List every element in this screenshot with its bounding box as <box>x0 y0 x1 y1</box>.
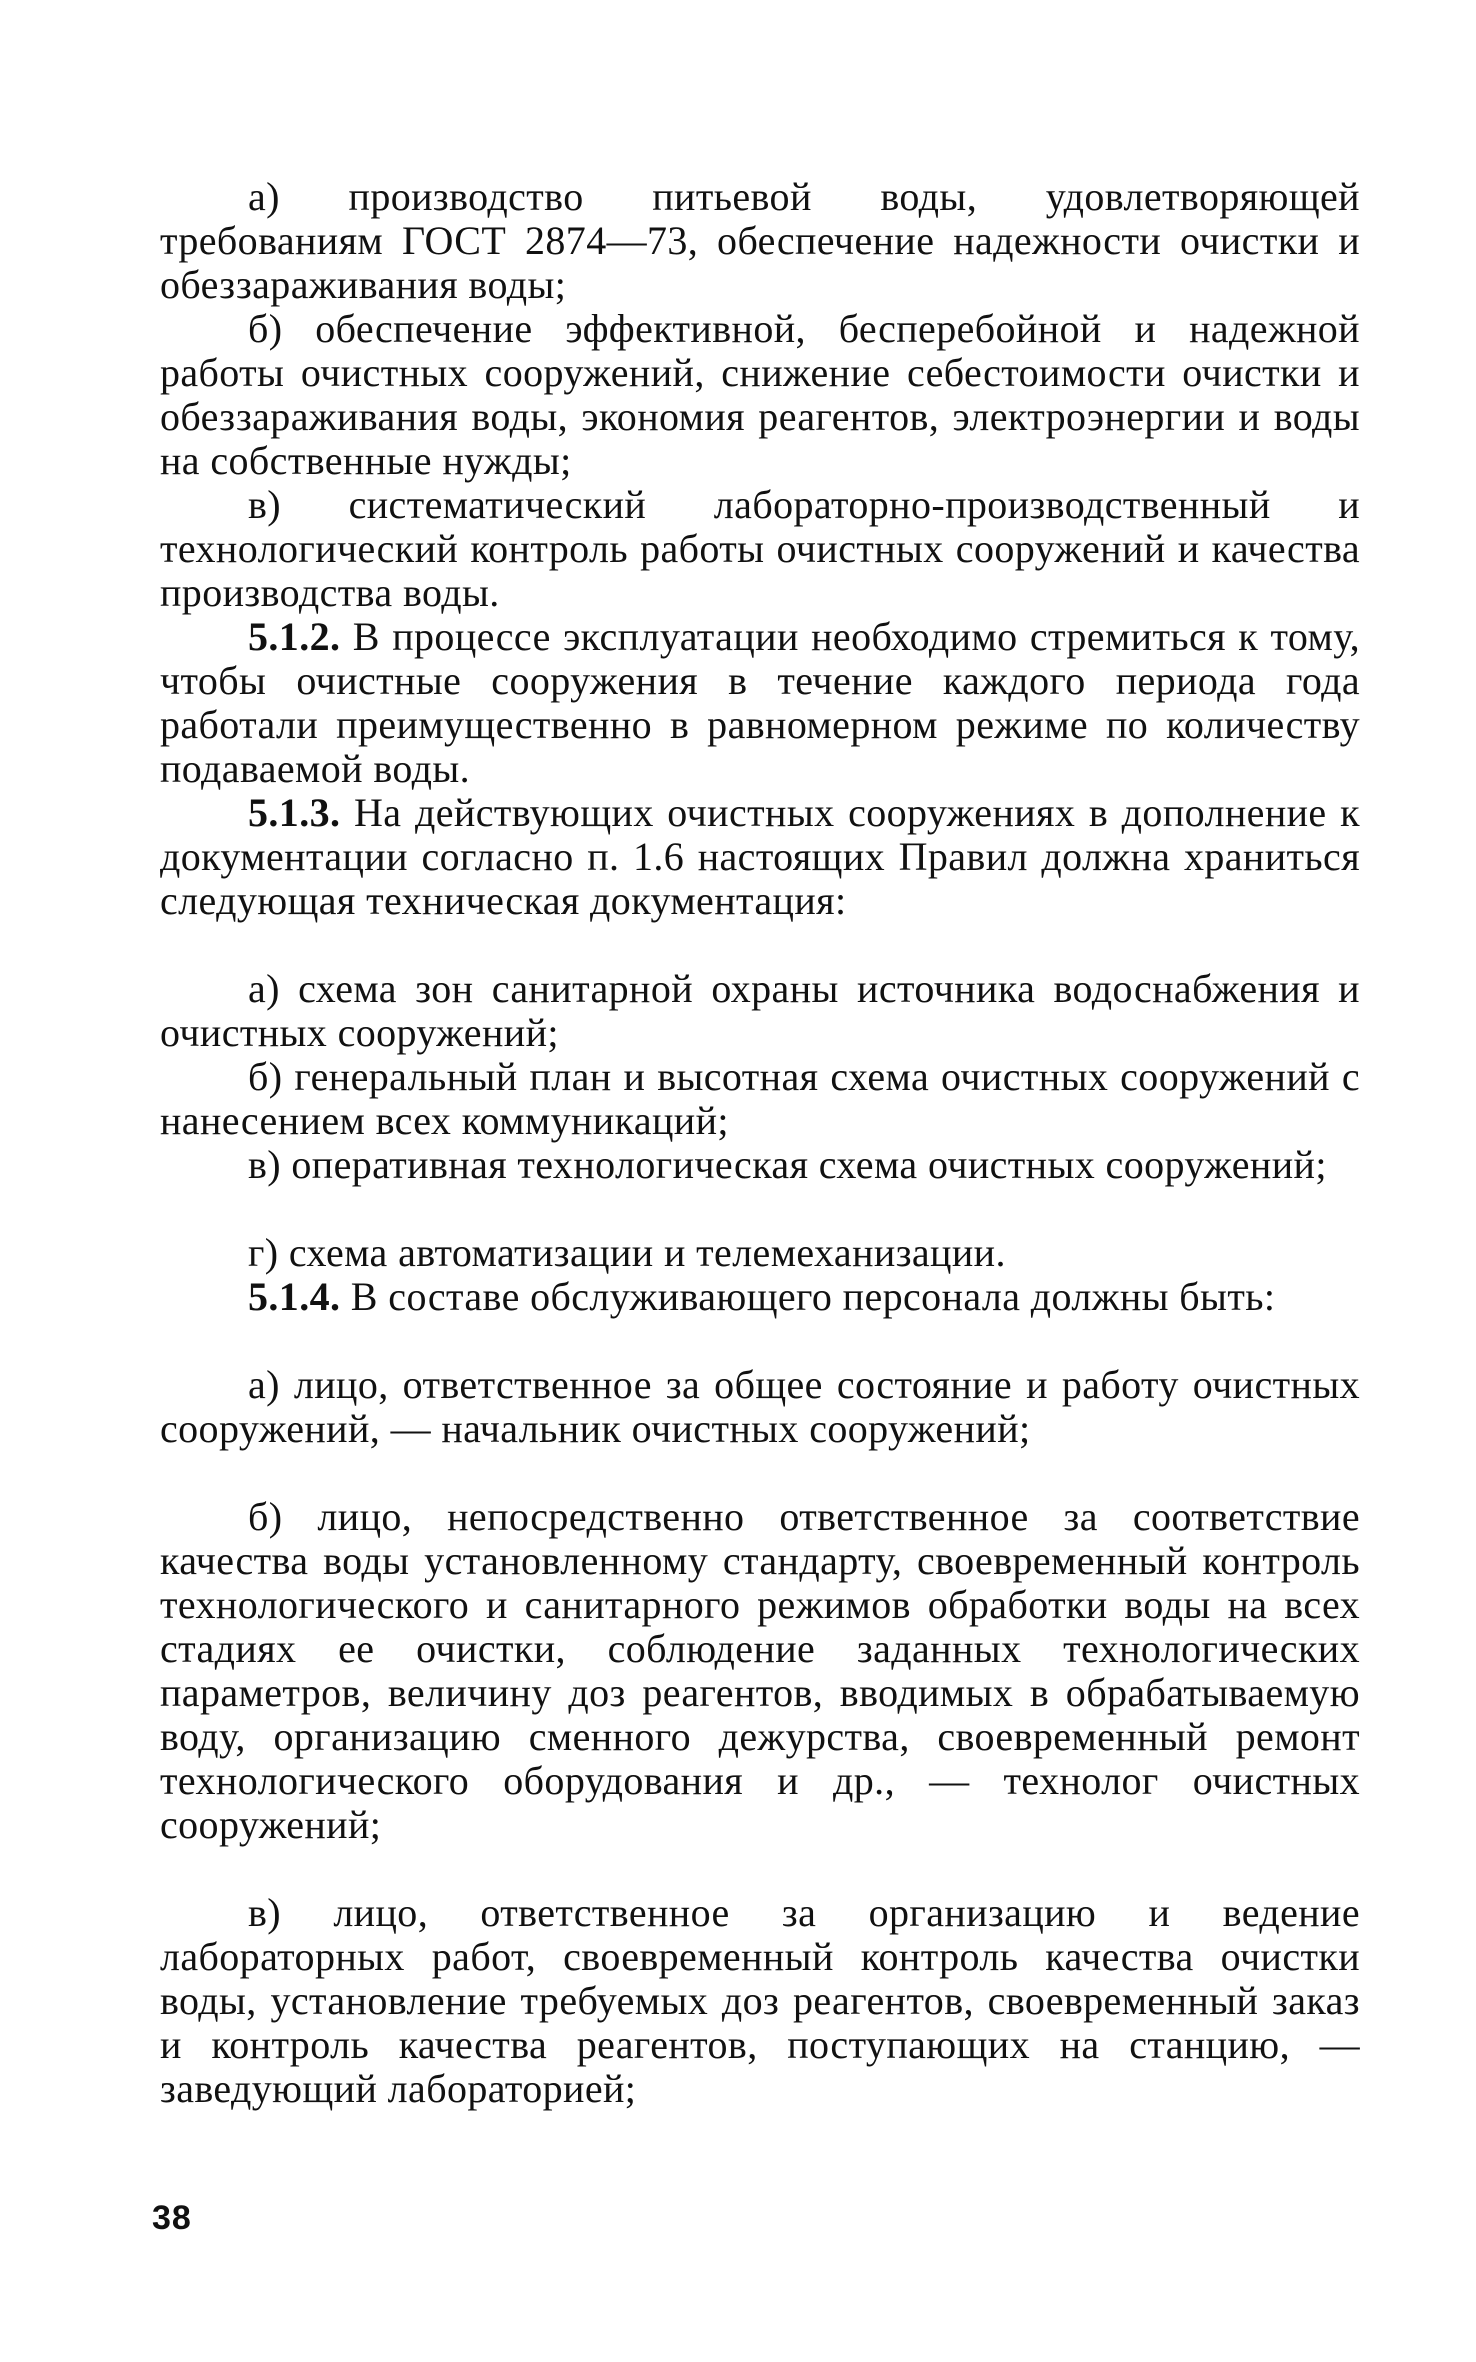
paragraph-5-1-4 <box>160 1275 1360 1319</box>
paragraph-item-c-operational-scheme: в) оперативная технологическая схема очистных сооружений; <box>248 1142 1327 1187</box>
clause-number: 5.1.3. <box>248 790 341 835</box>
paragraph-item-a-station-head: а) лицо, ответственное за общее состояние и работу очистных сооружений, — начальник очистных сооружений; <box>160 1362 1360 1451</box>
paragraph-item-b-technologist: б) лицо, непосредственно ответственное за соответствие качества воды установленному стандарту, своевременный контроль технологического и санитарного режимов обработки воды на всех стадиях ее очистки, соблюдение заданных технологических параметров, величину доз реагентов, вводимых в обрабатываемую воду, организацию сменного дежурства, своевременный ремонт технологического оборудования и др., — технолог очистных сооружений; <box>160 1494 1360 1847</box>
clause-text: В составе обслуживающего персонала должны быть: <box>340 1274 1276 1319</box>
paragraph-item-c-systematic-control: в) систематический лабораторно-производственный и технологический контроль работы очистных сооружений и качества производства воды. <box>160 482 1360 615</box>
paragraph-5-1-2 <box>160 615 1360 791</box>
clause-number: 5.1.4. <box>248 1274 341 1319</box>
paragraph-item-d-automation-scheme: г) схема автоматизации и телемеханизации. <box>248 1230 1006 1275</box>
paragraph-5-1-3 <box>160 791 1360 923</box>
document-page <box>160 175 1360 2225</box>
clause-text: В процессе эксплуатации необходимо стремиться к тому, чтобы очистные сооружения в течение каждого периода года работали преимущественно в равномерном режиме по количеству подаваемой воды. <box>160 614 1360 791</box>
paragraph-item-b-reliable-operation: б) обеспечение эффективной, бесперебойной и надежной работы очистных сооружений, снижение себестоимости очистки и обеззараживания воды, экономия реагентов, электроэнергии и воды на собственные нужды; <box>160 306 1360 483</box>
clause-number: 5.1.2. <box>248 614 341 659</box>
paragraph-item-b-general-plan: б) генеральный план и высотная схема очистных сооружений с нанесением всех коммуникаций; <box>160 1054 1360 1143</box>
paragraph-item-a-sanitary-zones: а) схема зон санитарной охраны источника водоснабжения и очистных сооружений; <box>160 966 1360 1055</box>
page-number: 38 <box>152 2199 192 2237</box>
clause-text: На действующих очистных сооружениях в дополнение к документации согласно п. 1.6 настоящих Правил должна храниться следующая техническая документация: <box>160 790 1360 923</box>
paragraph-item-a-drinking-water: а) производство питьевой воды, удовлетворяющей требованиям ГОСТ 2874—73, обеспечение надежности очистки и обеззараживания воды; <box>160 174 1360 307</box>
paragraph-item-c-lab-head: в) лицо, ответственное за организацию и ведение лабораторных работ, своевременный контроль качества очистки воды, установление требуемых доз реагентов, своевременный заказ и контроль качества реагентов, поступающих на станцию, — заведующий лабораторией; <box>160 1890 1360 2111</box>
